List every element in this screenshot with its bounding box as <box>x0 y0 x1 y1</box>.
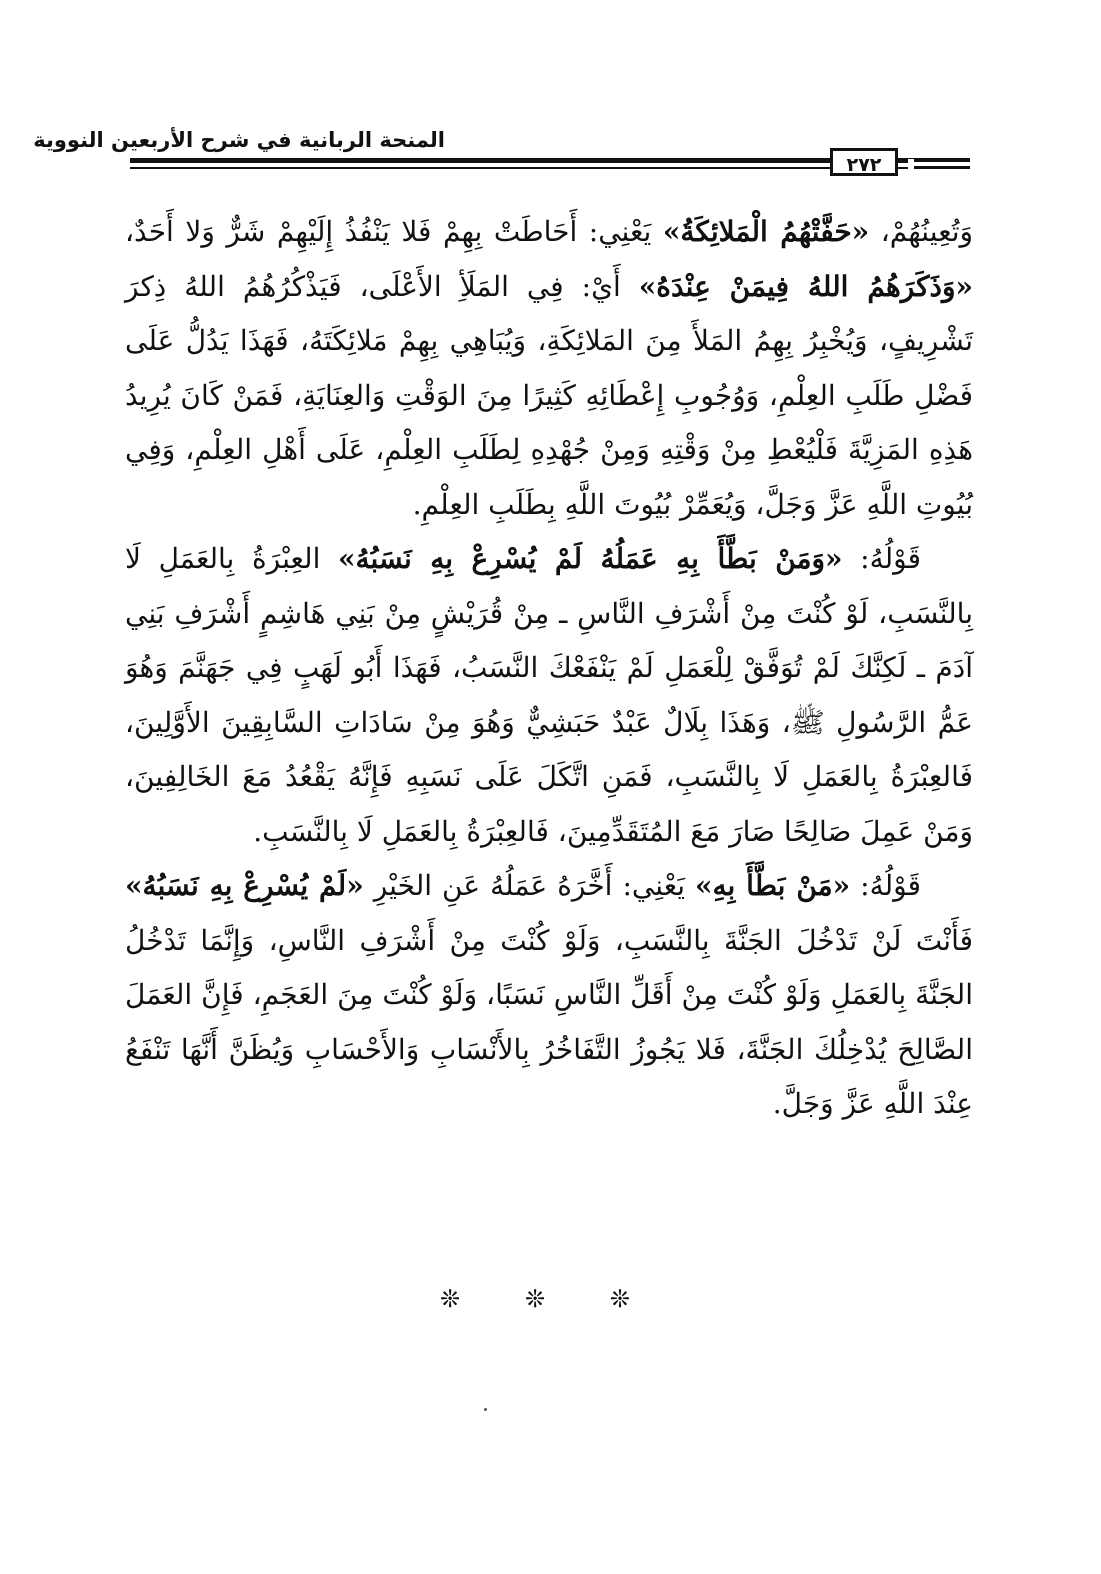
body-text <box>125 205 973 1132</box>
text-segment: يَعْنِي: أَخَّرَهُ عَمَلُهُ عَنِ الخَيْرِ <box>363 869 696 902</box>
hadith-quote: «حَفَّتْهُمُ الْمَلائِكَةُ» <box>662 215 870 248</box>
hadith-quote: «وَمَنْ بَطَّأَ بِهِ عَمَلُهُ لَمْ يُسْرِعْ بِهِ نَسَبُهُ» <box>338 542 843 575</box>
text-segment: قَوْلُهُ: <box>850 869 921 902</box>
paragraph-1 <box>125 205 973 532</box>
hadith-quote: «مَنْ بَطَّأَ بِهِ» <box>695 869 851 902</box>
text-segment: يَعْنِي: أَحَاطَتْ بِهِمْ فَلا يَنْفُذُ إِلَيْهِمْ شَرٌّ وَلا أَحَدٌ، <box>125 215 663 248</box>
page-number: ٢٧٢ <box>830 148 898 176</box>
text-segment: العِبْرَةُ بِالعَمَلِ لَا بِالنَّسَبِ، لَوْ كُنْتَ مِنْ أَشْرَفِ النَّاسِ ـ مِنْ قُرَيْشٍ مِنْ بَنِي هَاشِمٍ أَشْرَفِ بَنِي آدَمَ ـ لَكِنَّكَ لَمْ تُوَفَّقْ لِلْعَمَلِ لَمْ يَنْفَعْكَ النَّسَبُ، فَهَذَا أَبُو لَهَبٍ فِي جَهَنَّمَ وَهُوَ عَمُّ الرَّسُولِ ﷺ، وَهَذَا بِلَالٌ عَبْدٌ حَبَشِيٌّ وَهُوَ مِنْ سَادَاتِ السَّابِقِينَ الأَوَّلِينَ، فَالعِبْرَةُ بِالعَمَلِ لَا بِالنَّسَبِ، فَمَنِ اتَّكَلَ عَلَى نَسَبِهِ فَإِنَّهُ يَقْعُدُ مَعَ الخَالِفِينَ، وَمَنْ عَمِلَ صَالِحًا صَارَ مَعَ المُتَقَدِّمِينَ، فَالعِبْرَةُ بِالعَمَلِ لَا بِالنَّسَبِ. <box>125 542 973 848</box>
star-ornament-icon: ❊ <box>440 1285 461 1313</box>
section-separator <box>440 1285 630 1313</box>
running-header <box>33 128 970 188</box>
header-dash-ornament <box>908 159 970 171</box>
paragraph-2 <box>125 532 973 859</box>
text-segment: قَوْلُهُ: <box>842 542 921 575</box>
text-segment: وَتُعِينُهُمْ، <box>869 215 974 248</box>
text-segment: أَيْ: فِي المَلَأِ الأَعْلَى، فَيَذْكُرُهُمُ اللهُ ذِكرَ تَشْرِيفٍ، وَيُخْبِرُ بِهِمُ المَلأَ مِنَ المَلائِكَةِ، وَيُبَاهِي بِهِمْ مَلائِكَتَهُ، فَهَذَا يَدُلُّ عَلَى فَضْلِ طَلَبِ العِلْمِ، وَوُجُوبِ إِعْطَائِهِ كَثِيرًا مِنَ الوَقْتِ وَالعِنَايَةِ، فَمَنْ كَانَ يُرِيدُ هَذِهِ المَزِيَّةَ فَلْيُعْطِ مِنْ وَقْتِهِ وَمِنْ جُهْدِهِ لِطَلَبِ العِلْمِ، عَلَى أَهْلِ العِلْمِ، وَفِي بُيُوتِ اللَّهِ عَزَّ وَجَلَّ، وَيُعَمِّرْ بُيُوتَ اللَّهِ بِطَلَبِ العِلْمِ. <box>125 269 973 521</box>
paragraph-3 <box>125 859 973 1132</box>
star-ornament-icon: ❊ <box>524 1285 546 1313</box>
scan-speck <box>484 1408 487 1411</box>
hadith-quote: «وَذَكَرَهُمُ اللهُ فِيمَنْ عِنْدَهُ» <box>638 269 973 303</box>
star-ornament-icon: ❊ <box>609 1285 630 1313</box>
book-title: المنحة الربانية في شرح الأربعين النووية <box>33 128 445 152</box>
text-segment: فَأَنْتَ لَنْ تَدْخُلَ الجَنَّةَ بِالنَّسَبِ، وَلَوْ كُنْتَ مِنْ أَشْرَفِ النَّاسِ، وَإِنَّمَا تَدْخُلُ الجَنَّةَ بِالعَمَلِ وَلَوْ كُنْتَ مِنْ أَقَلِّ النَّاسِ نَسَبًا، وَلَوْ كُنْتَ مِنَ العَجَمِ، فَإِنَّ العَمَلَ الصَّالِحَ يُدْخِلُكَ الجَنَّةَ، فَلا يَجُوزُ التَّفَاخُرُ بِالأَنْسَابِ وَالأَحْسَابِ وَيُظَنَّ أَنَّهَا تَنْفَعُ عِنْدَ اللَّهِ عَزَّ وَجَلَّ. <box>125 923 973 1120</box>
hadith-quote: «لَمْ يُسْرِعْ بِهِ نَسَبُهُ» <box>125 869 364 902</box>
